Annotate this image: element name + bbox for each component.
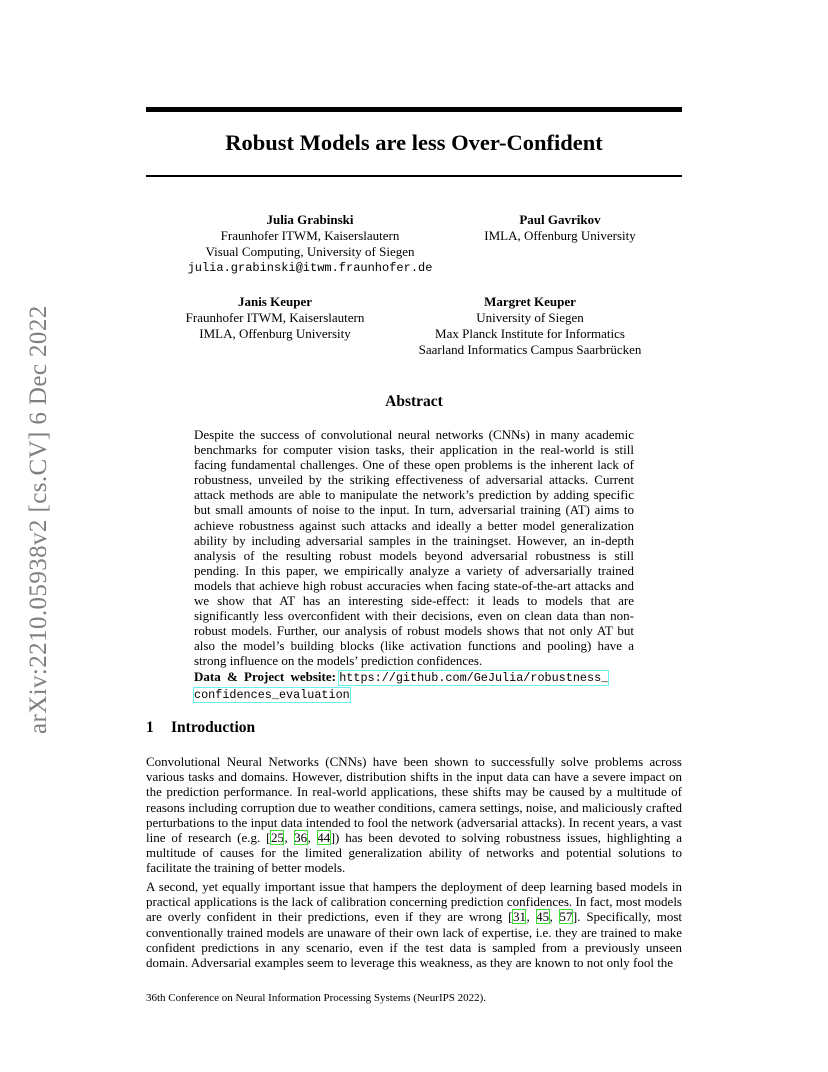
website-link-continuation[interactable]: confidences_evaluation <box>194 687 350 702</box>
author-affiliation: IMLA, Offenburg University <box>199 326 351 341</box>
paragraph-text: ]) has been devoted to solving robustness issues, highlighting a multitude of causes for the limited generalization ability of networks and potential solutions to facilitate the training of better models. <box>146 830 683 876</box>
author-name: Paul Gavrikov <box>519 212 601 227</box>
paragraph-text: A second, yet equally important issue that hampers the deployment of deep learning based models in practical applications is the lack of calibration concerning prediction confidences. In fact, most models are overly confident in their predictions, even if they are wrong [ <box>146 879 682 925</box>
author-affiliation: Fraunhofer ITWM, Kaiserslautern <box>185 310 365 325</box>
abstract-heading: Abstract <box>385 393 443 410</box>
author-name: Julia Grabinski <box>266 212 354 227</box>
author-affiliation: Max Planck Institute for Informatics <box>435 326 625 341</box>
section-number: 1 <box>146 719 154 736</box>
author-name: Margret Keuper <box>484 294 576 309</box>
section-title: Introduction <box>171 719 256 736</box>
citation-link[interactable]: 57 <box>559 909 573 925</box>
author-name: Janis Keuper <box>237 294 313 309</box>
author-block-3 <box>170 294 380 342</box>
author-affiliation: IMLA, Offenburg University <box>484 228 636 243</box>
intro-paragraph-1: Convolutional Neural Networks (CNNs) have been shown to successfully solve problems across various tasks and domains. However, distribution shifts in the input data can have a severe impact on the prediction performance. In real-world applications, these shifts may be caused by a multitude of reasons including corruption due to weather conditions, camera settings, noise, and maliciously crafted perturbations to the input data intended to fool the network (adversarial attacks). In recent years, a vast line of research (e.g. [25, 36, 44]) has been devoted to solving robustness issues, highlighting a multitude of causes for the limited generalization ability of networks and potential solutions to facilitate the training of better models. <box>146 754 683 876</box>
paragraph-text: ]. Specifically, most conventionally trained models are unaware of their own lack of expertise, i.e. they are trained to make confident predictions in any scenario, even if the test data is sampled from a previously unseen domain. Adversarial examples seem to leverage this weakness, as they are known to not only fool the <box>146 909 683 971</box>
website-link[interactable]: https://github.com/GeJulia/robustness_ <box>339 670 609 685</box>
author-affiliation: University of Siegen <box>476 310 584 325</box>
conference-footer: 36th Conference on Neural Information Processing Systems (NeurIPS 2022). <box>146 992 487 1004</box>
author-email: julia.grabinski@itwm.fraunhofer.de <box>187 261 433 275</box>
author-block-1 <box>180 212 440 276</box>
title-bottom-rule <box>146 175 682 177</box>
intro-paragraph-2: A second, yet equally important issue that hampers the deployment of deep learning based models in practical applications is the lack of calibration concerning prediction confidences. In fact, most models are overly confident in their predictions, even if they are wrong [31, 45, 57]. Specifically, most conventionally trained models are unaware of their own lack of expertise, i.e. they are trained to make confident predictions in any scenario, even if the test data is sampled from a previously unseen domain. Adversarial examples seem to leverage this weakness, as they are known to not only fool the <box>146 879 683 971</box>
citation-link[interactable]: 45 <box>536 909 550 925</box>
paper-title: Robust Models are less Over-Confident <box>225 130 603 155</box>
author-affiliation: Fraunhofer ITWM, Kaiserslautern <box>220 228 400 243</box>
citation-link[interactable]: 44 <box>317 830 331 846</box>
section-heading <box>146 718 255 738</box>
author-block-4 <box>400 294 660 358</box>
author-affiliation: Saarland Informatics Campus Saarbrücken <box>418 342 642 357</box>
author-block-2 <box>455 212 665 244</box>
title-top-rule <box>146 107 682 112</box>
project-website <box>194 669 634 703</box>
paragraph-text: Convolutional Neural Networks (CNNs) have been shown to successfully solve problems across various tasks and domains. However, distribution shifts in the input data can have a severe impact on the prediction performance. In real-world applications, these shifts may be caused by a multitude of reasons including corruption due to weather conditions, camera settings, noise, and maliciously crafted perturbations to the input data intended to fool the network (adversarial attacks). In recent years, a vast line of research (e.g. [ <box>146 754 682 846</box>
website-label: Data & Project website: <box>194 668 336 684</box>
citation-link[interactable]: 36 <box>294 830 308 846</box>
author-affiliation: Visual Computing, University of Siegen <box>205 244 415 259</box>
arxiv-identifier: arXiv:2210.05938v2 [cs.CV] 6 Dec 2022 <box>25 305 52 735</box>
citation-link[interactable]: 25 <box>270 830 284 846</box>
abstract-text: Despite the success of convolutional neural networks (CNNs) in many academic benchmarks for computer vision tasks, their application in the real-world is still facing fundamental challenges. One of these open problems is the inherent lack of robustness, unveiled by the striking effectiveness of adversarial attacks. Current attack methods are able to manipulate the network’s prediction by adding specific but small amounts of noise to the input. In turn, adversarial training (AT) aims to achieve robustness against such attacks and ideally a better model generalization ability by including adversarial samples in the trainingset. However, an in-depth analysis of the resulting robust models beyond adversarial robustness is still pending. In this paper, we empirically analyze a variety of adversarially trained models that achieve high robust accuracies when facing state-of-the-art attacks and we show that AT has an interesting side-effect: it leads to models that are significantly less overconfident with their decisions, even on clean data than non-robust models. Further, our analysis of robust models shows that not only AT but also the model’s building blocks (like activation functions and pooling) have a strong influence on the models’ prediction confidences. <box>194 427 634 669</box>
citation-link[interactable]: 31 <box>512 909 526 925</box>
abstract-body <box>194 427 634 703</box>
